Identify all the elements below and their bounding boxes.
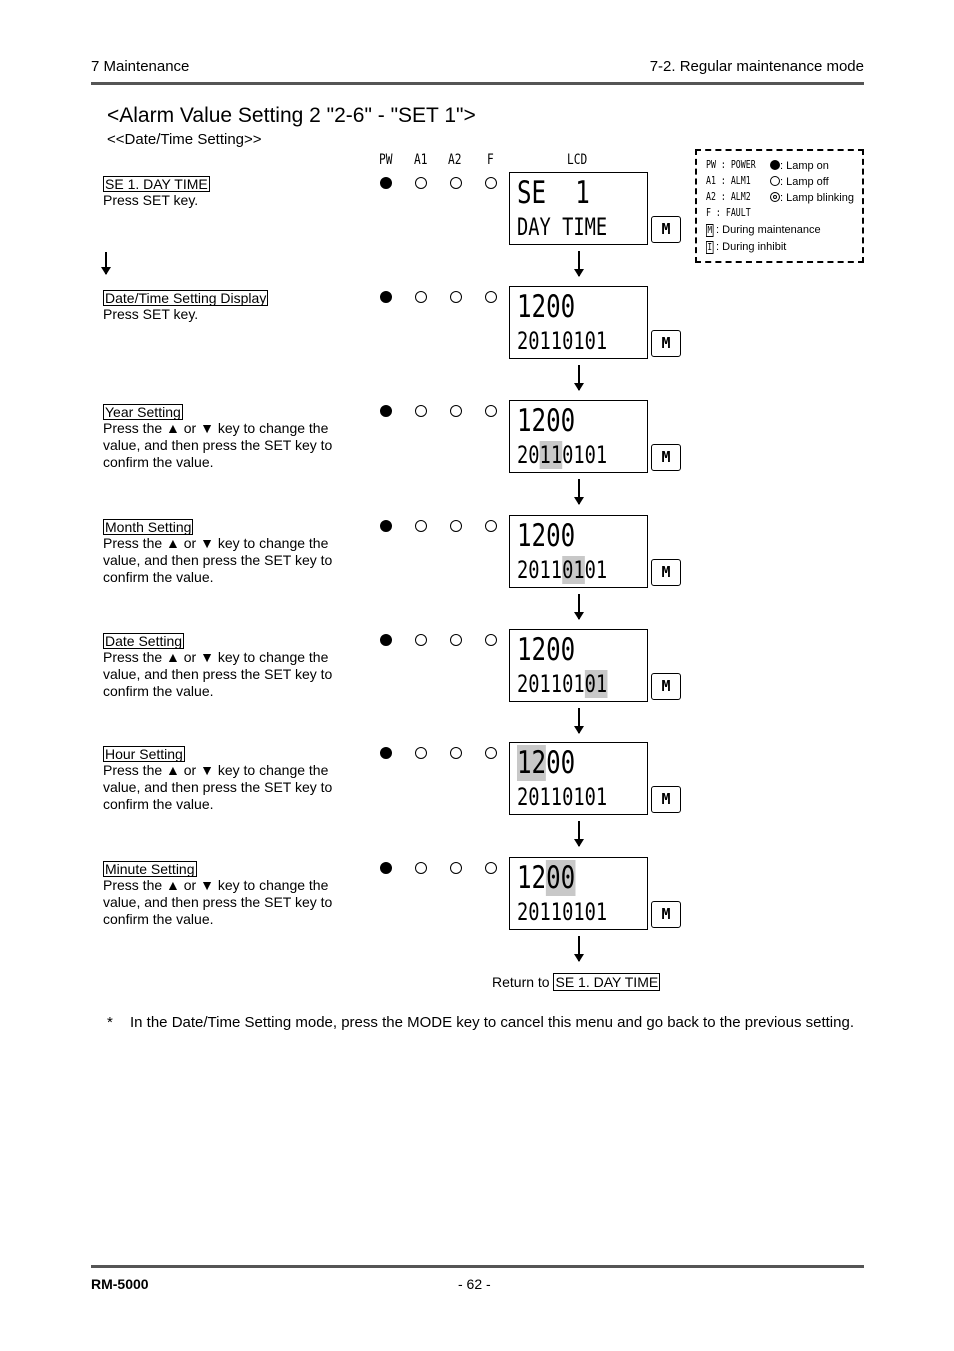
lamp-off-icon <box>450 177 462 189</box>
return-prefix: Return to <box>492 974 550 990</box>
step-description: Press the ▲ or ▼ key to change the value, and then press the SET key to confirm the value. <box>103 877 333 927</box>
lcd-line-2 <box>517 783 607 811</box>
lamp-off-icon <box>485 634 497 646</box>
lamp-on-icon <box>380 520 392 532</box>
lcd-display <box>509 515 648 588</box>
down-arrow-icon <box>578 708 580 733</box>
lcd-line-1 <box>517 289 575 325</box>
step-label <box>103 519 348 586</box>
lcd-text: 1200 <box>517 632 576 668</box>
lcd-text: 20110101 <box>517 898 608 926</box>
lamp-off-icon <box>415 862 427 874</box>
lcd-highlight: 00 <box>546 860 576 896</box>
lamp-off-icon <box>450 747 462 759</box>
legend-box <box>695 149 864 263</box>
legend-pw: PW : POWER <box>706 158 756 171</box>
step-label <box>103 861 348 928</box>
step-title: Month Setting <box>105 519 192 535</box>
lcd-display <box>509 857 648 930</box>
lamp-off-icon <box>485 747 497 759</box>
down-arrow-icon <box>105 252 107 274</box>
header-chapter: 7-2. Regular maintenance mode <box>649 58 864 75</box>
lcd-line-1 <box>517 860 575 896</box>
step-label <box>103 633 348 700</box>
down-arrow-icon <box>578 479 580 504</box>
step-description: Press the ▲ or ▼ key to change the value, and then press the SET key to confirm the value. <box>103 535 333 585</box>
lamp-off-icon <box>485 862 497 874</box>
mode-key-icon: M <box>651 786 681 813</box>
lcd-highlight: 01 <box>562 556 585 584</box>
lcd-highlight: 12 <box>517 745 547 781</box>
lcd-line-1 <box>517 403 575 439</box>
lcd-text: 1200 <box>517 518 576 554</box>
step-description: Press SET key. <box>103 192 199 208</box>
down-arrow-icon <box>578 936 580 961</box>
page-subtitle: <<Date/Time Setting>> <box>107 131 262 148</box>
lamp-off-icon <box>415 520 427 532</box>
return-target: SE 1. DAY TIME <box>555 974 659 990</box>
lamp-on-icon <box>380 747 392 759</box>
legend-lamp-on: : Lamp on <box>780 160 829 172</box>
lcd-text: 2011 <box>517 556 563 584</box>
page-title: <Alarm Value Setting 2 "2-6" - "SET 1"> <box>107 104 476 127</box>
step-label <box>103 176 348 209</box>
footer-model: RM-5000 <box>91 1276 149 1292</box>
column-header-f: F <box>487 152 494 168</box>
lcd-line-2 <box>517 441 607 469</box>
down-arrow-icon <box>578 594 580 619</box>
mode-key-icon: M <box>651 901 681 928</box>
column-header-lcd: LCD <box>567 152 588 168</box>
mode-key-icon: M <box>651 216 681 243</box>
note-text: In the Date/Time Setting mode, press the MODE key to cancel this menu and go back to the previous setting. <box>130 1014 854 1031</box>
lcd-line-2 <box>517 898 607 926</box>
lamp-off-icon <box>450 862 462 874</box>
lamp-off-icon <box>485 291 497 303</box>
lamp-off-icon <box>415 405 427 417</box>
lamp-off-icon <box>485 177 497 189</box>
step-title: Minute Setting <box>105 861 195 877</box>
lamp-off-icon <box>450 405 462 417</box>
lamp-off-icon <box>415 634 427 646</box>
return-note <box>492 974 660 990</box>
lamp-on-icon <box>380 291 392 303</box>
lcd-text: DAY TIME <box>517 213 608 241</box>
lamp-off-icon <box>485 520 497 532</box>
header-section: 7 Maintenance <box>91 58 190 75</box>
lcd-display <box>509 742 648 815</box>
lcd-text: 12 <box>517 860 547 896</box>
legend-maintenance: : During maintenance <box>716 224 821 236</box>
lcd-line-1 <box>517 745 575 781</box>
lcd-display <box>509 172 648 245</box>
step-label <box>103 404 348 471</box>
lamp-on-icon <box>380 862 392 874</box>
mode-key-icon: M <box>651 559 681 586</box>
mode-key-icon: M <box>651 330 681 357</box>
lamp-blinking-icon <box>770 192 780 202</box>
column-header-a2: A2 <box>448 152 462 168</box>
lcd-line-1 <box>517 518 575 554</box>
legend-a2: A2 : ALM2 <box>706 190 751 203</box>
lcd-text: 20110101 <box>517 327 608 355</box>
lamp-off-icon <box>415 291 427 303</box>
footer-page-number: - 62 - <box>458 1276 491 1292</box>
step-title: SE 1. DAY TIME <box>105 176 208 192</box>
lamp-on-icon <box>380 405 392 417</box>
step-title: Date/Time Setting Display <box>105 290 267 306</box>
legend-inhibit: : During inhibit <box>716 241 787 253</box>
lcd-text: 01 <box>584 556 608 584</box>
lcd-text: 201101 <box>517 670 585 698</box>
lcd-text: 1200 <box>517 289 576 325</box>
mode-key-icon: M <box>651 444 681 471</box>
step-label <box>103 746 348 813</box>
lcd-line-2 <box>517 327 607 355</box>
legend-a1: A1 : ALM1 <box>706 174 751 187</box>
lcd-text: 20 <box>517 441 540 469</box>
step-title: Year Setting <box>105 404 181 420</box>
lcd-highlight: 11 <box>539 441 563 469</box>
header-rule <box>91 82 864 85</box>
lcd-text: 0101 <box>562 441 608 469</box>
lamp-off-icon <box>770 176 780 186</box>
legend-lamp-blink: : Lamp blinking <box>780 192 854 204</box>
lcd-text: 20110101 <box>517 783 608 811</box>
lcd-line-2 <box>517 670 607 698</box>
lcd-display <box>509 286 648 359</box>
lamp-off-icon <box>415 747 427 759</box>
step-label <box>103 290 348 323</box>
down-arrow-icon <box>578 251 580 276</box>
column-header-a1: A1 <box>414 152 428 168</box>
footer-rule <box>91 1265 864 1268</box>
lamp-off-icon <box>485 405 497 417</box>
lcd-text: 1200 <box>517 403 576 439</box>
lcd-line-1 <box>517 632 575 668</box>
lcd-line-1 <box>517 175 590 211</box>
lamp-off-icon <box>450 291 462 303</box>
step-title: Hour Setting <box>105 746 183 762</box>
step-description: Press the ▲ or ▼ key to change the value, and then press the SET key to confirm the value. <box>103 649 333 699</box>
step-description: Press the ▲ or ▼ key to change the value, and then press the SET key to confirm the value. <box>103 420 333 470</box>
lcd-display <box>509 400 648 473</box>
lcd-text: 00 <box>546 745 576 781</box>
lcd-display <box>509 629 648 702</box>
column-header-pw: PW <box>379 152 393 168</box>
note-mark: * <box>107 1014 113 1031</box>
lcd-text: SE 1 <box>517 175 590 211</box>
lcd-line-2 <box>517 556 607 584</box>
inhibit-icon: I <box>707 242 713 253</box>
mode-key-icon: M <box>651 673 681 700</box>
down-arrow-icon <box>578 821 580 846</box>
maintenance-icon: M <box>707 225 713 236</box>
step-title: Date Setting <box>105 633 183 649</box>
legend-lamp-off: : Lamp off <box>780 176 829 188</box>
lcd-highlight: 01 <box>584 670 608 698</box>
lamp-off-icon <box>450 520 462 532</box>
step-description: Press SET key. <box>103 306 199 322</box>
step-description: Press the ▲ or ▼ key to change the value, and then press the SET key to confirm the value. <box>103 762 333 812</box>
down-arrow-icon <box>578 365 580 390</box>
lamp-off-icon <box>415 177 427 189</box>
lamp-off-icon <box>450 634 462 646</box>
lcd-line-2 <box>517 213 607 241</box>
legend-f: F : FAULT <box>706 206 751 219</box>
lamp-on-icon <box>380 177 392 189</box>
lamp-on-icon <box>380 634 392 646</box>
lamp-on-icon <box>770 160 780 170</box>
